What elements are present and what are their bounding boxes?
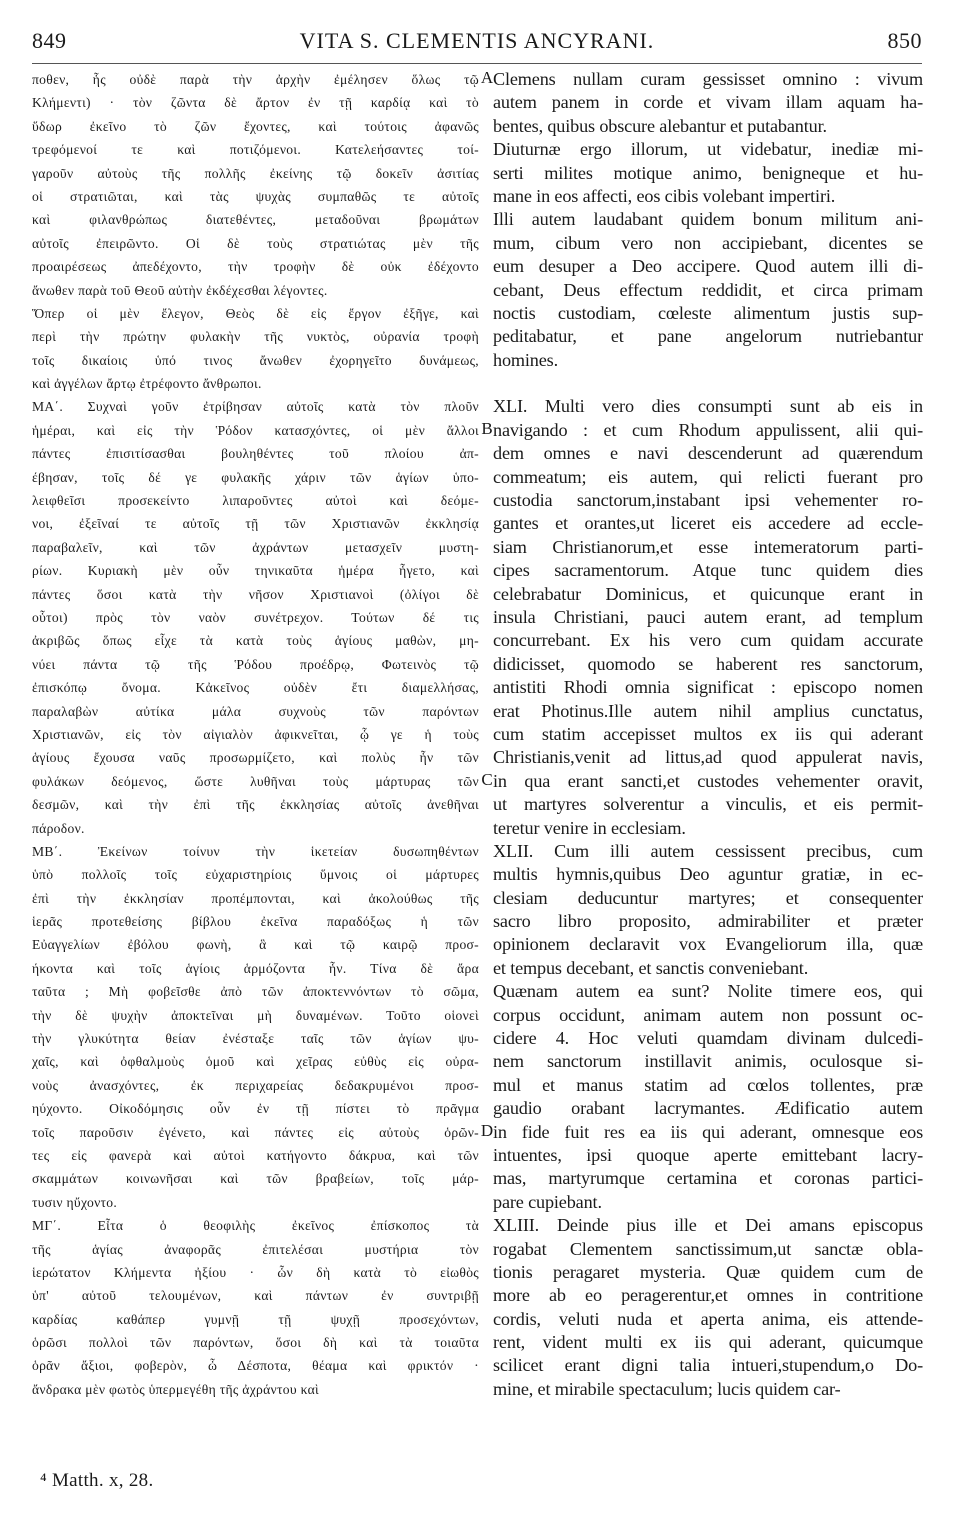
latin-text-line: dem omnes e navi descenderunt ad quærendum	[493, 443, 923, 464]
greek-text-line: καὶ ἀγγέλων ἄρτῳ ἐτρέφοντο ἄνθρωποι.	[32, 376, 262, 392]
greek-text-line: ἱερώτατον Κλήμεντα ἠξίου · ὧν δὴ κατὰ τὸ εἰωθὸς	[32, 1264, 479, 1280]
greek-text-line: ποθεν, ἧς οὐδὲ παρὰ τὴν ἀρχὴν ἐμέλησεν ὅλως τῷ	[32, 72, 479, 87]
greek-text-column	[32, 68, 479, 1401]
greek-text-line: ἐπισκόπῳ ὄνομα. Κἀκεῖνος οὐδὲν ἔτι διαμελλήσας,	[32, 680, 479, 696]
margin-marker-c: C	[481, 770, 493, 789]
margin-marker-a: A	[480, 68, 494, 87]
greek-text-line: τυσιν ηὔχοντο.	[32, 1194, 118, 1210]
latin-text-line: sacro libro proposito, admirabiliter et præter	[493, 911, 923, 932]
latin-text-line: in qua erant sancti,et custodes vehementer oravit,	[493, 770, 923, 791]
latin-text-line: commeatum; eis autem, qui relicti fuerant pro	[493, 466, 923, 487]
greek-text-line: τοῖς δικαίοις ὑπό τινος ἄνωθεν ἐχορηγεῖτο δυνάμεως,	[32, 352, 479, 368]
latin-text-line: eum desuper a Deo accipere. Quod autem illi di-	[493, 256, 923, 277]
latin-text-line: intuentes, ipsi quoque aperte emittebant lacry-	[493, 1144, 923, 1165]
greek-text-line: καρδίας καθάπερ γυμνῇ τῇ ψυχῇ προσεχόντων,	[32, 1311, 479, 1327]
latin-text-line: opinionem declaravit vox Evangeliorum illa, quæ	[493, 934, 923, 955]
latin-text-line: navigando : et cum Rhodum appulissent, alii qui-	[493, 419, 923, 440]
latin-text-line: Illi autem laudabant quidem bonum militum ani-	[493, 209, 923, 230]
latin-text-line: gantes et orantes,ut liceret eis accedere ad eccle-	[493, 513, 923, 534]
latin-text-line: serti milites motique animo, benigneque et hu-	[493, 162, 923, 183]
latin-text-line: Christianis,venit ad littus,ad quod appulerat navis,	[493, 747, 923, 768]
greek-text-line: ἡμέραι, καὶ εἰς τὴν Ῥόδον κατασχόντες, οἱ μὲν ἄλλοι	[32, 422, 479, 438]
greek-text-line: νοὺς ἀνασχόντες, ἐκ περιχαρείας δεδακρυμένοι προσ-	[32, 1077, 479, 1093]
greek-text-line: ἁγίους ἔχουσα ναῦς προσωρμίζετο, καὶ πολὺς ἦν τῶν	[32, 750, 479, 766]
running-header	[32, 28, 922, 58]
greek-text-line: οἱ στρατιῶται, καὶ τὰς ψυχὰς συμπαθῶς τε αὐτοῖς	[32, 188, 479, 204]
greek-text-line: παραβαλεῖν, καὶ τῶν ἀχράντων μετασχεῖν μυστη-	[32, 539, 479, 555]
greek-text-line: λειφθεῖσι προσεκείντο λιπαροῦντες αὐτοὶ καὶ δεόμε-	[32, 493, 479, 509]
latin-text-line: erat Photinus.Ille autem nihil amplius cunctatus,	[493, 700, 923, 721]
latin-text-line: gaudio orabant lacrymantes. Ædificatio autem	[493, 1098, 923, 1119]
greek-text-line: ΜΓ΄. Εἶτα ὁ θεοφιλὴς ἐκεῖνος ἐπίσκοπος τὰ	[32, 1218, 479, 1234]
latin-text-line	[493, 372, 923, 395]
greek-text-line: Εὐαγγελίων ἐβόλου φωνὴ, ἃ καὶ τῷ καιρῷ προσ-	[32, 937, 479, 953]
greek-text-line: τὴν γλυκύτητα θείαν ἐνέσταξε ταῖς τῶν ἁγίων ψυ-	[32, 1031, 479, 1047]
footnote: ⁴ Matth. x, 28.	[40, 1470, 154, 1491]
latin-text-line: insula Christiani, pauci autem erant, ad templum	[493, 606, 923, 627]
latin-text-line: concurrebant. Ex his vero cum quidam accurate	[493, 630, 923, 651]
greek-text-line: νοι, ἐξεῖναί τε αὐτοῖς τῇ τῶν Χριστιανῶν ἐκκλησίᾳ	[32, 516, 479, 532]
greek-text-line: ἀκριβῶς ὅπως εἶχε τὰ κατὰ τοὺς ἁγίους μαθὼν, μη-	[32, 633, 479, 649]
greek-text-line: γαροῦν αὐτοὺς τῆς πολλῆς ἐκείνης τῷ δοκεῖν ἀσιτίας	[32, 165, 479, 181]
latin-text-line: tionis peragaret mysteria. Quæ quidem cum de	[493, 1261, 923, 1282]
latin-text-line: mine, et mirabile spectaculum; lucis quidem car-	[493, 1378, 841, 1399]
latin-text-line: XLII. Cum illi autem cessissent precibus, cum	[493, 840, 923, 861]
latin-text-line: rogabat Clementem sanctissimum,ut sanctæ obla-	[493, 1238, 923, 1259]
latin-text-line: Quænam autem ea sunt? Nolite timere eos, qui	[493, 981, 923, 1002]
greek-text-line: ρίων. Κυριακὴ μὲν οὖν τηνικαῦτα ἡμέρα ἦγετο, καὶ	[32, 563, 479, 579]
latin-text-line: Diuturnæ ergo illorum, ut videbatur, inediæ mi-	[493, 139, 923, 160]
margin-marker-b: B	[481, 419, 493, 438]
greek-text-line: τες εἰς φανερὰ καὶ αὐτοὶ κατήγοντο δάκρυα, καὶ τῶν	[32, 1147, 479, 1163]
latin-text-line: XLI. Multi vero dies consumpti sunt ab eis in	[493, 396, 923, 417]
running-title: VITA S. CLEMENTIS ANCYRANI.	[299, 28, 655, 53]
greek-text-line: δεσμῶν, καὶ τὴν ἐπὶ τῆς ἐκκλησίας αὐτοῖς ἀνεθῆναι	[32, 797, 479, 813]
greek-text-line: ὑπὸ πολλοῖς τοῖς εὐχαριστηρίοις ὕμνοις οἱ μάρτυρες	[32, 867, 479, 883]
greek-text-line: τρεφόμενοί τε καὶ ποτιζόμενοι. Κατελεήσαντες τοί-	[32, 142, 479, 158]
greek-text-line: τὴν δὲ ψυχὴν ἀποκτεῖναι μὴ δυναμένων. Τοῦτο οἱονεὶ	[32, 1007, 479, 1023]
greek-text-line: χαῖς, καὶ ὀφθαλμοὺς ὁμοῦ καὶ χεῖρας εὐθὺς εἰς οὐρα-	[32, 1054, 479, 1070]
latin-text-line: Clemens nullam curam gessisset omnino : vivum	[493, 69, 923, 89]
latin-text-line: pare cupiebant.	[493, 1191, 602, 1212]
latin-text-line: bentes, quibus obscure alebantur et putabantur.	[493, 115, 827, 136]
greek-text-line: περὶ τὴν πρώτην φυλακὴν τῆς νυκτὸς, οὐρανία τροφὴ	[32, 329, 479, 345]
greek-text-line: πάροδον.	[32, 820, 85, 836]
latin-text-line: autem panem in corde et vivam illam aquam ha-	[493, 92, 923, 113]
latin-text-line: cebant, Deus effectum reddidit, et circa primam	[493, 279, 923, 300]
greek-text-line: τῆς ἁγίας ἀναφορᾶς ἐπιτελέσαι μυστήρια τὸν	[32, 1241, 479, 1257]
latin-text-line: celebrabatur Dominicus, et quicunque erant in	[493, 583, 923, 604]
greek-text-line: φυλάκων δεόμενος, ὥστε λυθῆναι τοὺς μάρτυρας τῶν	[32, 773, 479, 789]
latin-text-line: mane in eos affecti, eos cibis volebant impertiri.	[493, 185, 836, 206]
greek-text-line: σκαμμάτων κοινωνῆσαι καὶ τῶν βραβείων, τοῖς μάρ-	[32, 1171, 479, 1187]
latin-text-line: multis hymnis,quibus Deo aguntur gratiæ, in ec-	[493, 864, 923, 885]
latin-text-line: in fide fuit res ea iis qui aderant, omnesque eos	[493, 1121, 923, 1142]
greek-text-line: ήκοντα καὶ τοῖς ἁγίοις ἁρμόζοντα ἦν. Τίνα δὲ ἄρα	[32, 960, 479, 976]
greek-text-line: οὗτοι) πρὸς τὸν ναὸν συνέτρεχον. Τούτων δέ τις	[32, 609, 479, 625]
latin-text-line: homines.	[493, 349, 558, 370]
greek-text-line: καὶ φιλανθρώπως διατεθέντες, μεταδοῦναι βρωμάτων	[32, 212, 479, 228]
greek-text-line: ὑπ' αὐτοῦ τελουμένων, καὶ πάντων ἐν συντριβῇ	[32, 1288, 479, 1304]
greek-text-line: ΜΑ΄. Συχναὶ γοῦν ἐτρίβησαν αὐτοῖς κατὰ τὸν πλοῦν	[32, 399, 479, 415]
greek-text-line: ἄνδρακα μὲν φωτὸς ὑπερμεγέθη τῆς ἀχράντου καὶ	[32, 1381, 319, 1397]
greek-text-line: ὕδωρ ἐκεῖνο τὸ ζῶν ἔχοντες, καὶ τούτοις ἀφανῶς	[32, 118, 479, 134]
greek-text-line: Χριστιανῶν, εἰς τὸν αἰγιαλὸν ἀφικνεῖται, ᾧ γε ἡ τοὺς	[32, 726, 479, 742]
latin-text-column	[493, 68, 923, 1401]
greek-text-line: ἐπὶ τὴν ἐκκλησίαν προπέμπονται, καὶ ἀκολούθως τῆς	[32, 890, 479, 906]
header-rule	[32, 63, 922, 64]
greek-text-line: νύει πάντα τῷ τῆς Ῥόδου προέδρῳ, Φωτεινὸς τῷ	[32, 656, 479, 672]
latin-text-line: teretur venire in ecclesiam.	[493, 817, 686, 838]
greek-text-line: έβησαν, τοῖς δέ γε φυλακῆς χάριν τῶν ἁγίων ὑπο-	[32, 469, 479, 485]
greek-text-line: Κλήμεντι) · τὸν ζῶντα δὲ ἄρτον ἐν τῇ καρδίᾳ καὶ τὸ	[32, 95, 479, 111]
greek-text-line: προαιρέσεως ἀπεδέχοντο, τὴν τροφὴν δὲ οὐκ ἐδέχοντο	[32, 259, 479, 275]
latin-text-line: didicisset, quomodo se haberent res sanctorum,	[493, 653, 923, 674]
greek-text-line: ὁρᾶν ἄξιοι, φοβερὸν, ὦ Δέσποτα, θέαμα καὶ φρικτόν ·	[32, 1358, 479, 1374]
latin-text-line: antistiti Rhodi omnia significat : episcopo nomen	[493, 677, 923, 698]
latin-text-line: cum statim accepisset multos ex iis qui aderant	[493, 723, 923, 744]
latin-text-line: cidere 4. Hoc veluti quamdam divinam dulcedi-	[493, 1028, 923, 1049]
latin-text-line: ut martyres solverentur a vinculis, et eis permit-	[493, 794, 923, 815]
latin-text-line: custodia sanctorum,instabant ipsi vehementer ro-	[493, 490, 923, 511]
latin-text-line: mas, martyrumque certamina et coronas partici-	[493, 1168, 923, 1189]
latin-text-line: corpus occidunt, animam autem non possunt oc-	[493, 1004, 923, 1025]
greek-text-line: ὁρῶσι πολλοὶ τῶν παρόντων, ὅσοι δὴ καὶ τὰ τοιαῦτα	[32, 1335, 479, 1351]
greek-text-line: τοῖς παροῦσιν ἐγένετο, καὶ πάντες εἰς αὐτοὺς ὁρῶν-	[32, 1124, 479, 1140]
latin-text-line: more ab eo peragerentur,et omnes in contritione	[493, 1285, 923, 1306]
latin-text-line: siam Christianorum,et esse intemeratorum parti-	[493, 536, 923, 557]
latin-text-line: peditabatur, et pane angelorum nutriebantur	[493, 326, 923, 347]
page-number-right: 850	[887, 28, 922, 53]
greek-text-line: αὐτοῖς ἐπειρῶντο. Οἱ δὲ τοὺς στρατιώτας μὲν τῆς	[32, 235, 479, 251]
greek-text-line: Ὅπερ οἱ μὲν ἔλεγον, Θεὸς δὲ εἰς ἔργον ἐξῆγε, καὶ	[32, 305, 479, 321]
latin-text-line: et tempus decebant, et sanctis conveniebant.	[493, 957, 809, 978]
greek-text-line: ταῦτα ; Μὴ φοβεῖσθε ἀπὸ τῶν ἀποκτεννόντων τὸ σῶμα,	[32, 984, 479, 1000]
greek-text-line: ΜΒ΄. Ἐκείνων τοίνυν τὴν ἱκετείαν δυσωπηθέντων	[32, 843, 479, 859]
greek-text-line: ἱερᾶς προτεθείσης βίβλου ἐκεῖνα παραδόξως ἡ τῶν	[32, 914, 479, 930]
greek-text-line: πάντες ὅσοι κατὰ τὴν νῆσον Χριστιανοὶ (ὀλίγοι δὲ	[32, 586, 479, 602]
latin-text-line: cordis, veluti nuda et aperta anima, eis attende-	[493, 1308, 923, 1329]
latin-text-line: mul et manus statim ad cœlos tollentes, præ	[493, 1074, 923, 1095]
greek-text-line: ἄνωθεν παρὰ τοῦ Θεοῦ αὐτὴν ἐκδέχεσθαι λέγοντες.	[32, 282, 328, 298]
greek-text-line: πάντες ἐπισιτίσασθαι βουληθέντες τοῦ πλοίου ἀπ-	[32, 446, 479, 462]
page-number-left: 849	[32, 28, 67, 53]
greek-text-line: ηύχοντο. Οἰκοδόμησις οὖν ἐν τῇ πίστει τὸ πρᾶγμα	[32, 1101, 479, 1117]
latin-text-line: nem sanctorum instillavit animis, oculosque si-	[493, 1051, 923, 1072]
greek-text-line: παραλαβὼν αὐτίκα μάλα συχνοὺς τῶν παρόντων	[32, 703, 479, 719]
latin-text-line: cipes sacramentorum. Atque tunc quidem dies	[493, 560, 923, 581]
latin-text-line: clesiam deducuntur martyres; et consequenter	[493, 887, 923, 908]
latin-text-line: mum, cibum vero non accipiebant, dicentes se	[493, 232, 923, 253]
latin-text-line: rent, vident multi ex iis qui aderant, quicumque	[493, 1332, 923, 1353]
latin-text-line: XLIII. Deinde pius ille et Dei amans episcopus	[493, 1215, 923, 1236]
latin-text-line: noctis custodiam, cœleste alimentum justis sup-	[493, 302, 923, 323]
margin-marker-d: D	[480, 1121, 494, 1140]
latin-text-line: scilicet erant digni talia intueri,stupendum,o Do-	[493, 1355, 923, 1376]
